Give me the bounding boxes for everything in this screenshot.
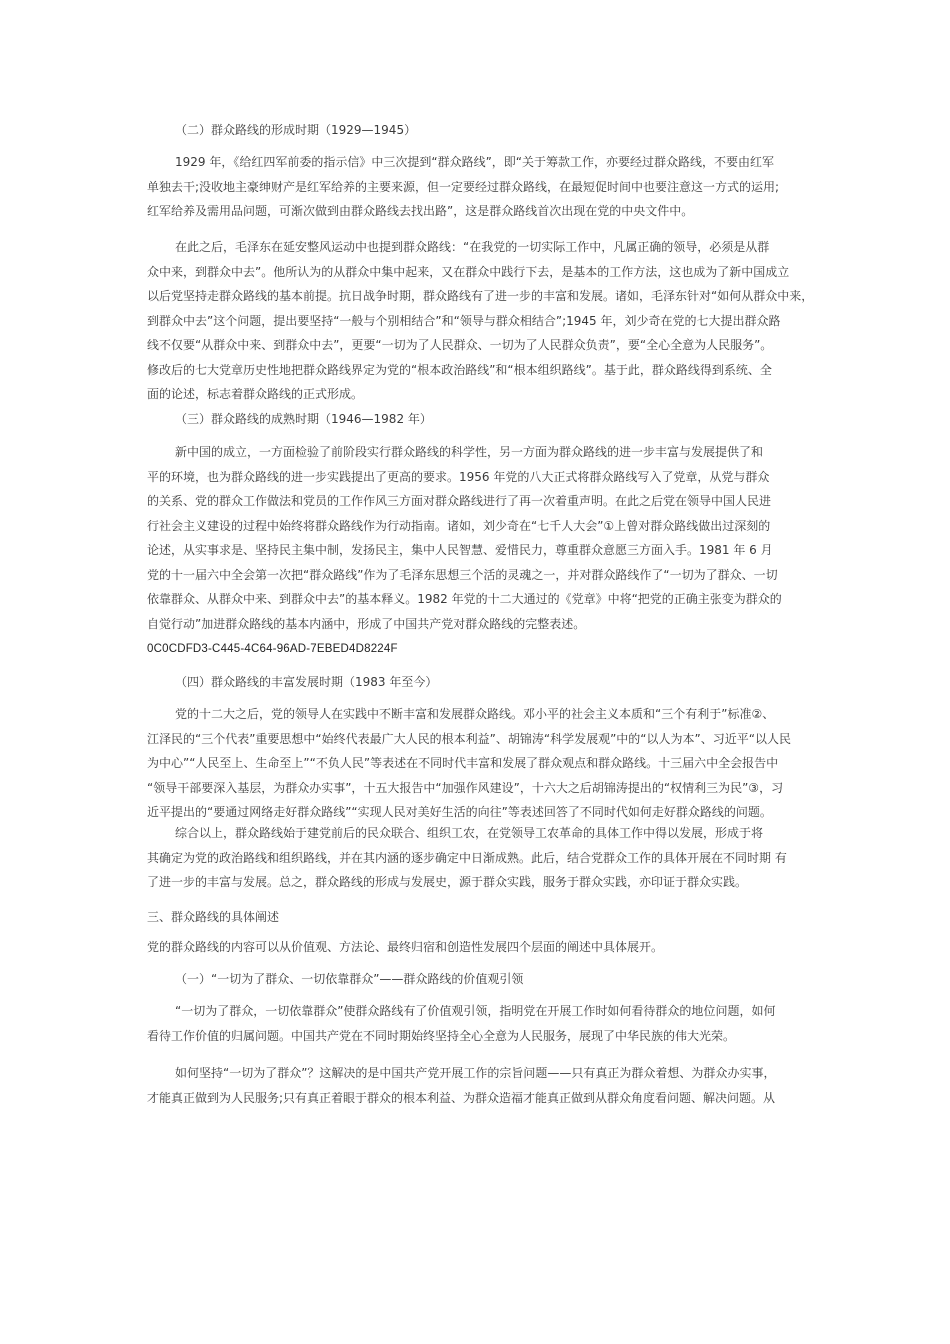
text-line: 面的论述，标志着群众路线的正式形成。 bbox=[147, 387, 364, 401]
paragraph-1929 bbox=[147, 150, 813, 224]
text-line: 以后党坚持走群众路线的基本前提。抗日战争时期，群众路线有了进一步的丰富和发展。诸如，毛泽东针对“如何从群众中来， bbox=[147, 289, 814, 303]
paragraph-value-guidance bbox=[147, 999, 813, 1048]
document-guid bbox=[147, 637, 813, 656]
heading-text: （四）群众路线的丰富发展时期（1983 年至今） bbox=[175, 675, 438, 689]
section-heading-values bbox=[147, 969, 813, 989]
text-line: 众中来，到群众中去”。他所认为的从群众中集中起来，又在群众中践行下去，是基本的工作方法，这也成为了新中国成立 bbox=[147, 264, 790, 279]
text-line: “一切为了群众，一切依靠群众”使群众路线有了价值观引领，指明党在开展工作时如何看待群众的地位问题，如何 bbox=[175, 1004, 776, 1018]
paragraph-after-12th-congress bbox=[147, 702, 813, 825]
text-line: 平的环境，也为群众路线的进一步实践提出了更高的要求。1956 年党的八大正式将群众路线写入了党章，从党与群众 bbox=[147, 469, 770, 484]
text-line: 依靠群众、从群众中来、到群众中去”的基本释义。1982 年党的十二大通过的《党章》中将“把党的正确主张变为群众的 bbox=[147, 592, 782, 606]
text-line: 行社会主义建设的过程中始终将群众路线作为行动指南。诸如，刘少奇在“七千人大会”①上曾对群众路线做出过深刻的 bbox=[147, 518, 771, 533]
text-line: 了进一步的丰富与发展。总之，群众路线的形成与发展史，源于群众实践，服务于群众实践，亦印证于群众实践。 bbox=[147, 875, 748, 889]
section-heading-formation bbox=[147, 120, 813, 140]
text-line: 到群众中去”这个问题，提出要坚持“一般与个别相结合”和“领导与群众相结合”;1945 年，刘少奇在党的七大提出群众路 bbox=[147, 313, 781, 328]
text-line: 才能真正做到为人民服务;只有真正着眼于群众的根本利益、为群众造福才能真正做到从群众角度看问题、解决问题。从 bbox=[147, 1090, 776, 1105]
text-line: 的关系、党的群众工作做法和党员的工作作风三方面对群众路线进行了再一次着重声明。在此之后党在领导中国人民进 bbox=[147, 494, 772, 508]
text-line: 党的十一届六中全会第一次把“群众路线”作为了毛泽东思想三个活的灵魂之一，并对群众路线作了“一切为了群众、一切 bbox=[147, 567, 778, 582]
heading-text: （三）群众路线的成熟时期（1946—1982 年） bbox=[175, 412, 432, 426]
text-line: 新中国的成立，一方面检验了前阶段实行群众路线的科学性，另一方面为群众路线的进一步丰富与发展提供了和 bbox=[175, 445, 764, 459]
text-line: 其确定为党的政治路线和组织路线，并在其内涵的逐步确定中日渐成熟。此后，结合党群众工作的具体开展在不同时期 有 bbox=[147, 850, 787, 865]
paragraph-intro-levels bbox=[147, 935, 813, 960]
text-line: 党的群众路线的内容可以从价值观、方法论、最终归宿和创造性发展四个层面的阐述中具体展开。 bbox=[147, 940, 664, 954]
heading-text: 三、群众路线的具体阐述 bbox=[147, 910, 280, 924]
heading-text: （一）“一切为了群众、一切依靠群众”——群众路线的价值观引领 bbox=[175, 972, 524, 986]
section-heading-maturity bbox=[147, 409, 813, 429]
section-heading-elaboration bbox=[147, 907, 813, 927]
text-line: 综合以上，群众路线始于建党前后的民众联合、组织工农，在党领导工农革命的具体工作中得以发展，形成于将 bbox=[175, 826, 764, 840]
heading-text: （二）群众路线的形成时期（1929—1945） bbox=[175, 123, 417, 137]
section-heading-enrichment bbox=[147, 672, 813, 692]
text-line: 论述，从实事求是、坚持民主集中制，发扬民主，集中人民智慧、爱惜民力，尊重群众意愿三方面入手。1981 年 6 月 bbox=[147, 543, 773, 557]
paragraph-yanan bbox=[147, 235, 813, 407]
text-line: 线不仅要“从群众中来、到群众中去”，更要“一切为了人民群众、一切为了人民群众负责”，要“全心全意为人民服务”。 bbox=[147, 338, 773, 352]
text-line: 为中心”“人民至上、生命至上”“不负人民”等表述在不同时代丰富和发展了群众观点和群众路线。十三届六中全会报告中 bbox=[147, 756, 779, 770]
paragraph-summary bbox=[147, 821, 813, 895]
paragraph-for-the-masses bbox=[147, 1061, 813, 1110]
text-line: 近平提出的“要通过网络走好群众路线”“实现人民对美好生活的向往”等表述回答了不同时代如何走好群众路线的问题。 bbox=[147, 805, 772, 819]
text-line: 党的十二大之后，党的领导人在实践中不断丰富和发展群众路线。邓小平的社会主义本质和“三个有利于”标准②、 bbox=[175, 707, 775, 721]
text-line: “领导干部要深入基层，为群众办实事”，十五大报告中“加强作风建设”，十六大之后胡锦涛提出的“权情利三为民”③，习 bbox=[147, 780, 784, 795]
guid-text: 0C0CDFD3-C445-4C64-96AD-7EBED4D8224F bbox=[147, 643, 398, 655]
text-line: 单独去干;没收地主豪绅财产是红军给养的主要来源，但一定要经过群众路线，在最短促时间中也要注意这一方式的运用; bbox=[147, 179, 780, 194]
paragraph-new-china bbox=[147, 440, 813, 636]
text-line: 看待工作价值的归属问题。中国共产党在不同时期始终坚持全心全意为人民服务，展现了中华民族的伟大光荣。 bbox=[147, 1028, 736, 1043]
text-line: 在此之后，毛泽东在延安整风运动中也提到群众路线：“在我党的一切实际工作中，凡属正确的领导，必须是从群 bbox=[175, 240, 770, 254]
text-line: 修改后的七大党章历史性地把群众路线界定为党的“根本政治路线”和“根本组织路线”。基于此，群众路线得到系统、全 bbox=[147, 362, 772, 377]
text-line: 红军给养及需用品问题，可渐次做到由群众路线去找出路”，这是群众路线首次出现在党的中央文件中。 bbox=[147, 204, 694, 218]
text-line: 如何坚持“一切为了群众”？这解决的是中国共产党开展工作的宗旨问题——只有真正为群众着想、为群众办实事， bbox=[175, 1066, 776, 1080]
text-line: 自觉行动”加进群众路线的基本内涵中，形成了中国共产党对群众路线的完整表述。 bbox=[147, 616, 586, 631]
text-line: 1929 年，《给红四军前委的指示信》中三次提到“群众路线”，即“关于筹款工作，亦要经过群众路线，不要由红军 bbox=[175, 155, 775, 169]
text-line: 江泽民的“三个代表”重要思想中“始终代表最广大人民的根本利益”、胡锦涛“科学发展观”中的“以人为本”、习近平“以人民 bbox=[147, 731, 791, 746]
